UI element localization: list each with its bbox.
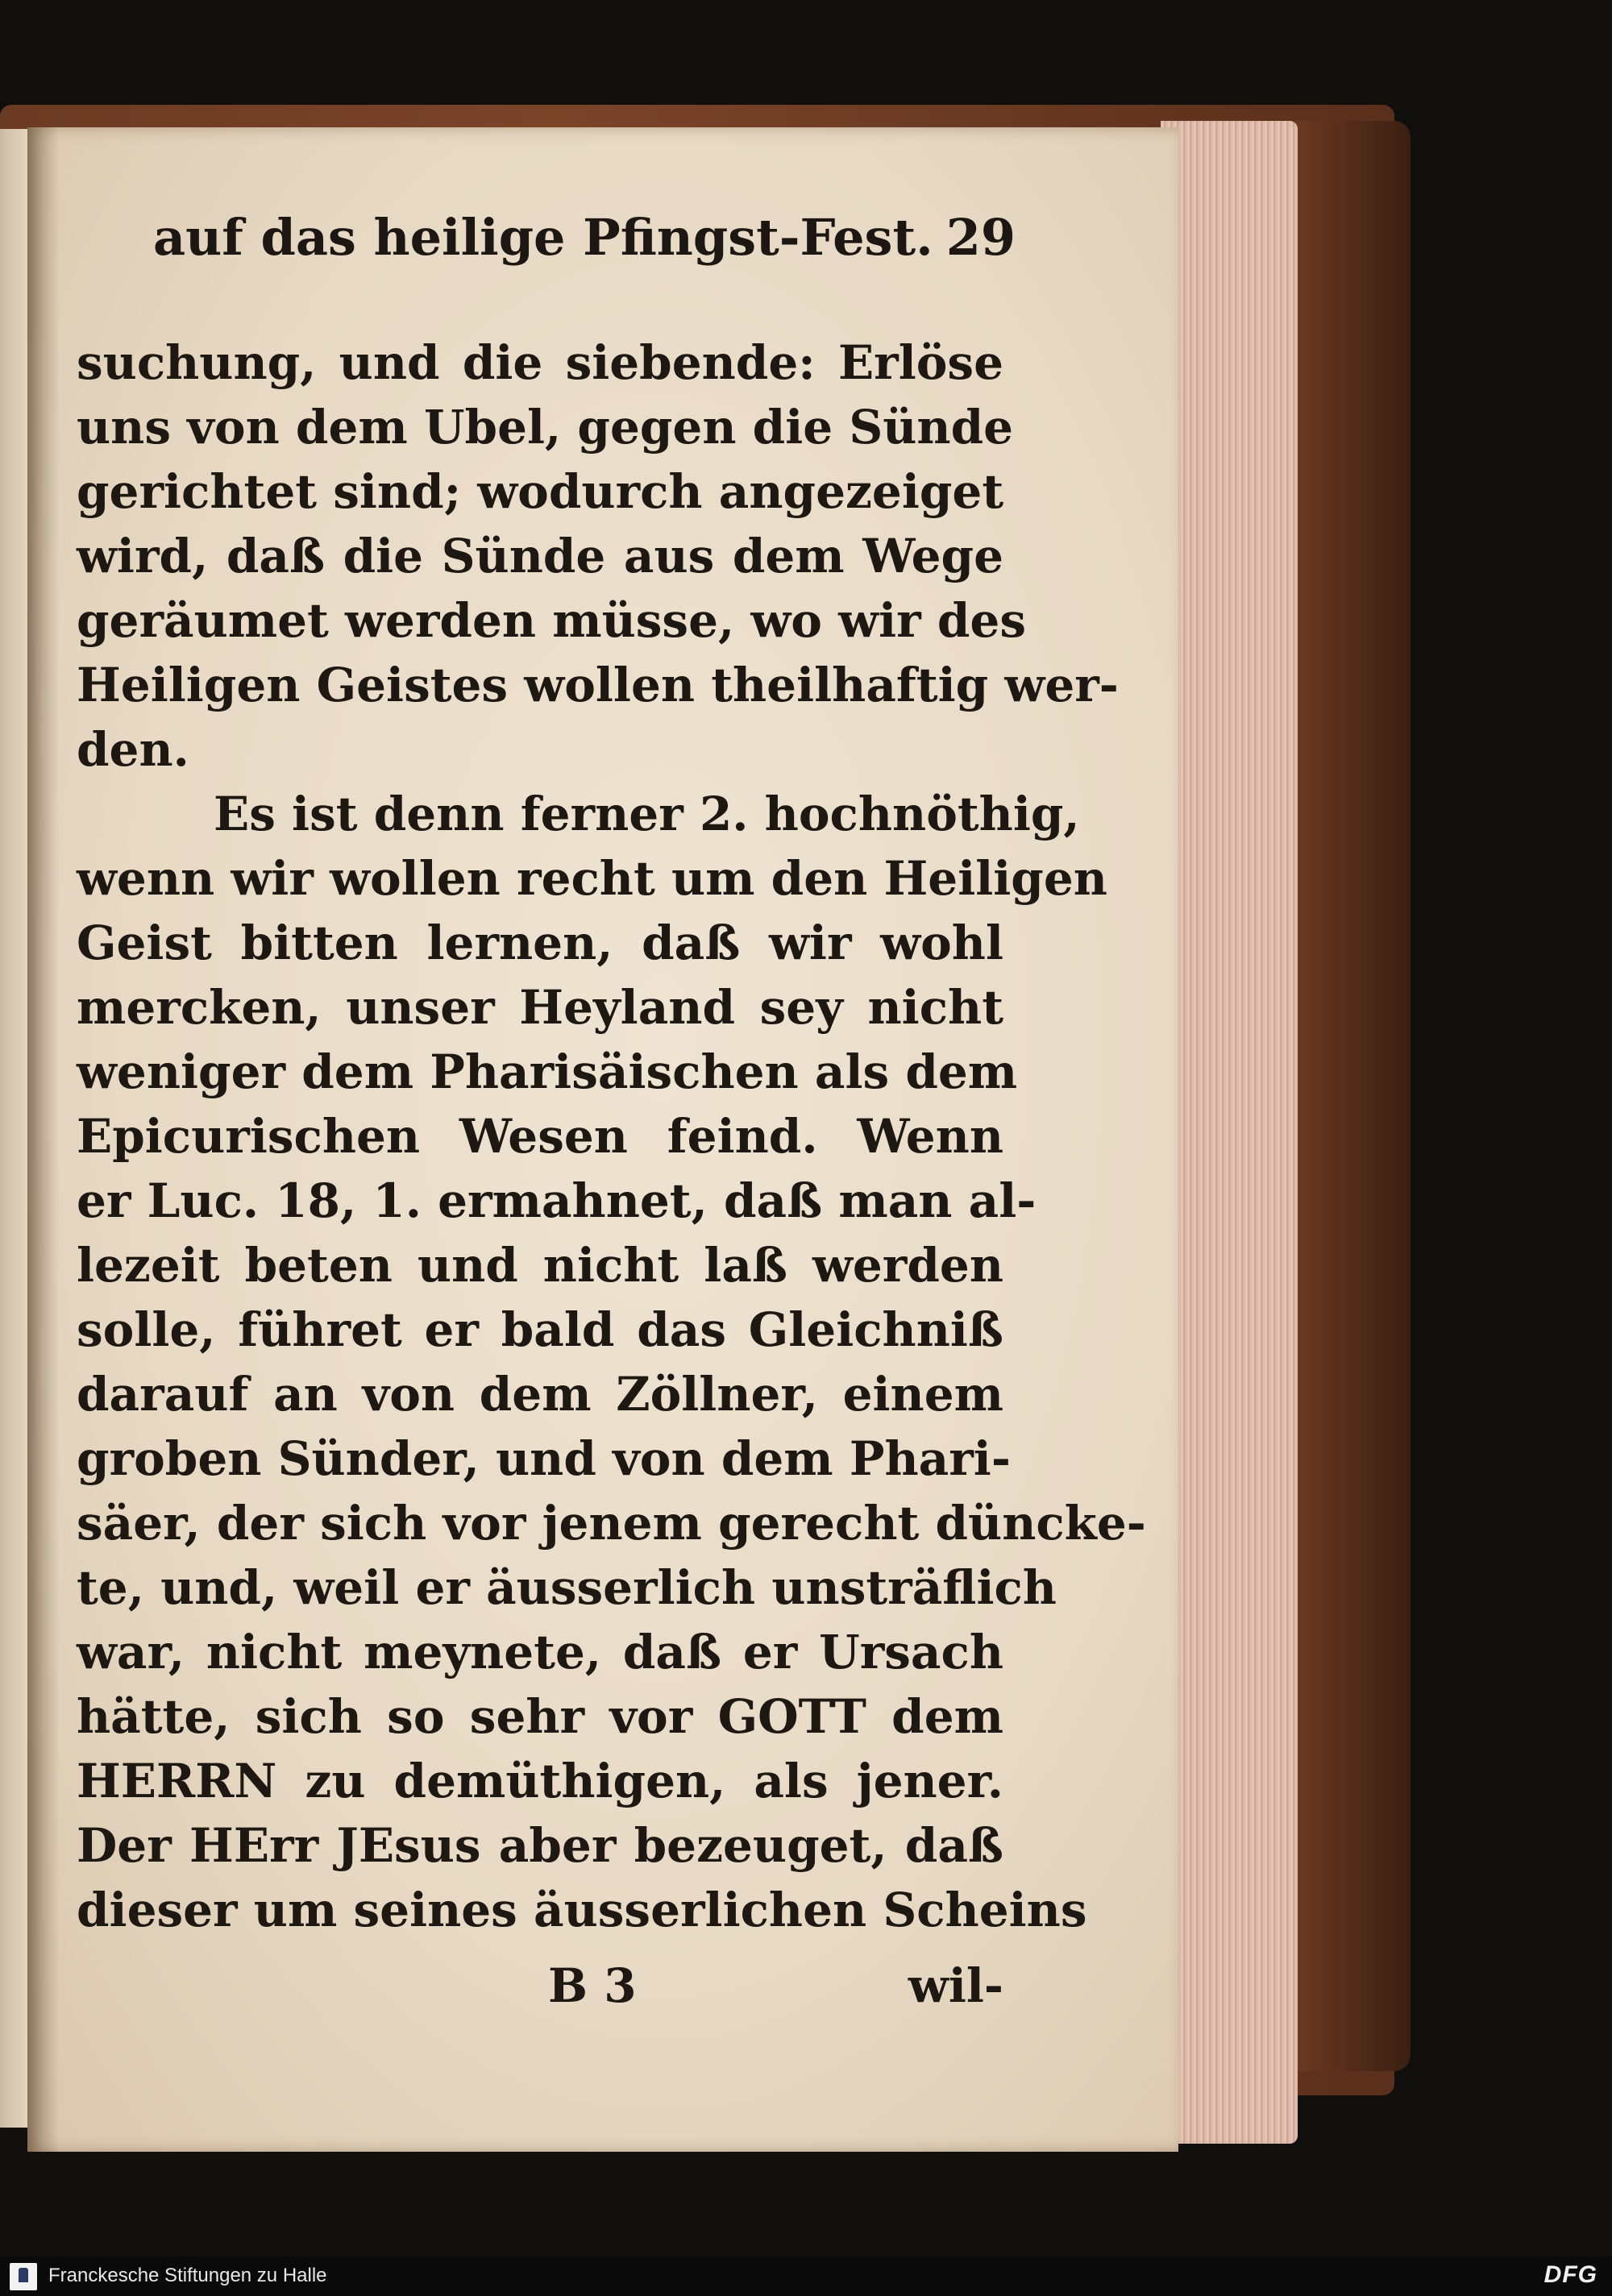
running-header: auf das heilige Pfingst-Fest. bbox=[153, 208, 933, 267]
signature-mark: B 3 bbox=[548, 1958, 637, 2013]
text-line: Geist bitten lernen, daß wir wohl bbox=[77, 915, 1003, 970]
text-line: lezeit beten und nicht laß werden bbox=[77, 1238, 1003, 1293]
text-line: solle, führet er bald das Gleichniß bbox=[77, 1302, 1003, 1357]
credit-bar bbox=[0, 2257, 1612, 2296]
text-line: uns von dem Ubel, gegen die Sünde bbox=[77, 400, 1014, 455]
funder-logo: DFG bbox=[1543, 2261, 1597, 2288]
text-line: Der HErr JEsus aber bezeuget, daß bbox=[77, 1818, 1003, 1873]
text-line: Epicurischen Wesen feind. Wenn bbox=[77, 1109, 1003, 1164]
text-line: war, nicht meynete, daß er Ursach bbox=[77, 1625, 1003, 1679]
text-line: säer, der sich vor jenem gerecht düncke- bbox=[77, 1496, 1146, 1551]
text-line: gerichtet sind; wodurch angezeiget bbox=[77, 464, 1004, 519]
page-header bbox=[153, 208, 1016, 280]
text-line: Es ist denn ferner 2. hochnöthig, bbox=[214, 787, 1080, 841]
text-line: weniger dem Pharisäischen als dem bbox=[77, 1044, 1018, 1099]
page-number: 29 bbox=[945, 208, 1016, 267]
text-line: darauf an von dem Zöllner, einem bbox=[77, 1367, 1003, 1422]
text-line: groben Sünder, und von dem Phari- bbox=[77, 1431, 1011, 1486]
gutter-shadow bbox=[27, 127, 60, 2152]
text-line: suchung, und die siebende: Erlöse bbox=[77, 335, 1003, 390]
text-line: geräumet werden müsse, wo wir des bbox=[77, 593, 1026, 648]
text-line: dieser um seines äusserlichen Scheins bbox=[77, 1883, 1087, 1937]
catchword: wil- bbox=[908, 1958, 1003, 2013]
facing-page-edge bbox=[0, 129, 31, 2128]
institution-logo-icon bbox=[10, 2263, 37, 2290]
page-footer bbox=[77, 1958, 1003, 2023]
text-line: hätte, sich so sehr vor GOTT dem bbox=[77, 1689, 1003, 1744]
text-line: HERRN zu demüthigen, als jener. bbox=[77, 1754, 1003, 1808]
text-line: er Luc. 18, 1. ermahnet, daß man al- bbox=[77, 1173, 1037, 1228]
text-line: wird, daß die Sünde aus dem Wege bbox=[77, 529, 1003, 583]
page-block-edges bbox=[1161, 121, 1298, 2144]
book-spine-edge bbox=[1290, 121, 1410, 2071]
text-line: Heiligen Geistes wollen theilhaftig wer- bbox=[77, 658, 1119, 712]
text-line: den. bbox=[77, 722, 189, 777]
text-line: mercken, unser Heyland sey nicht bbox=[77, 980, 1003, 1035]
text-line: wenn wir wollen recht um den Heiligen bbox=[77, 851, 1107, 906]
institution-credit: Franckesche Stiftungen zu Halle bbox=[48, 2265, 327, 2286]
text-line: te, und, weil er äusserlich unsträflich bbox=[77, 1560, 1057, 1615]
